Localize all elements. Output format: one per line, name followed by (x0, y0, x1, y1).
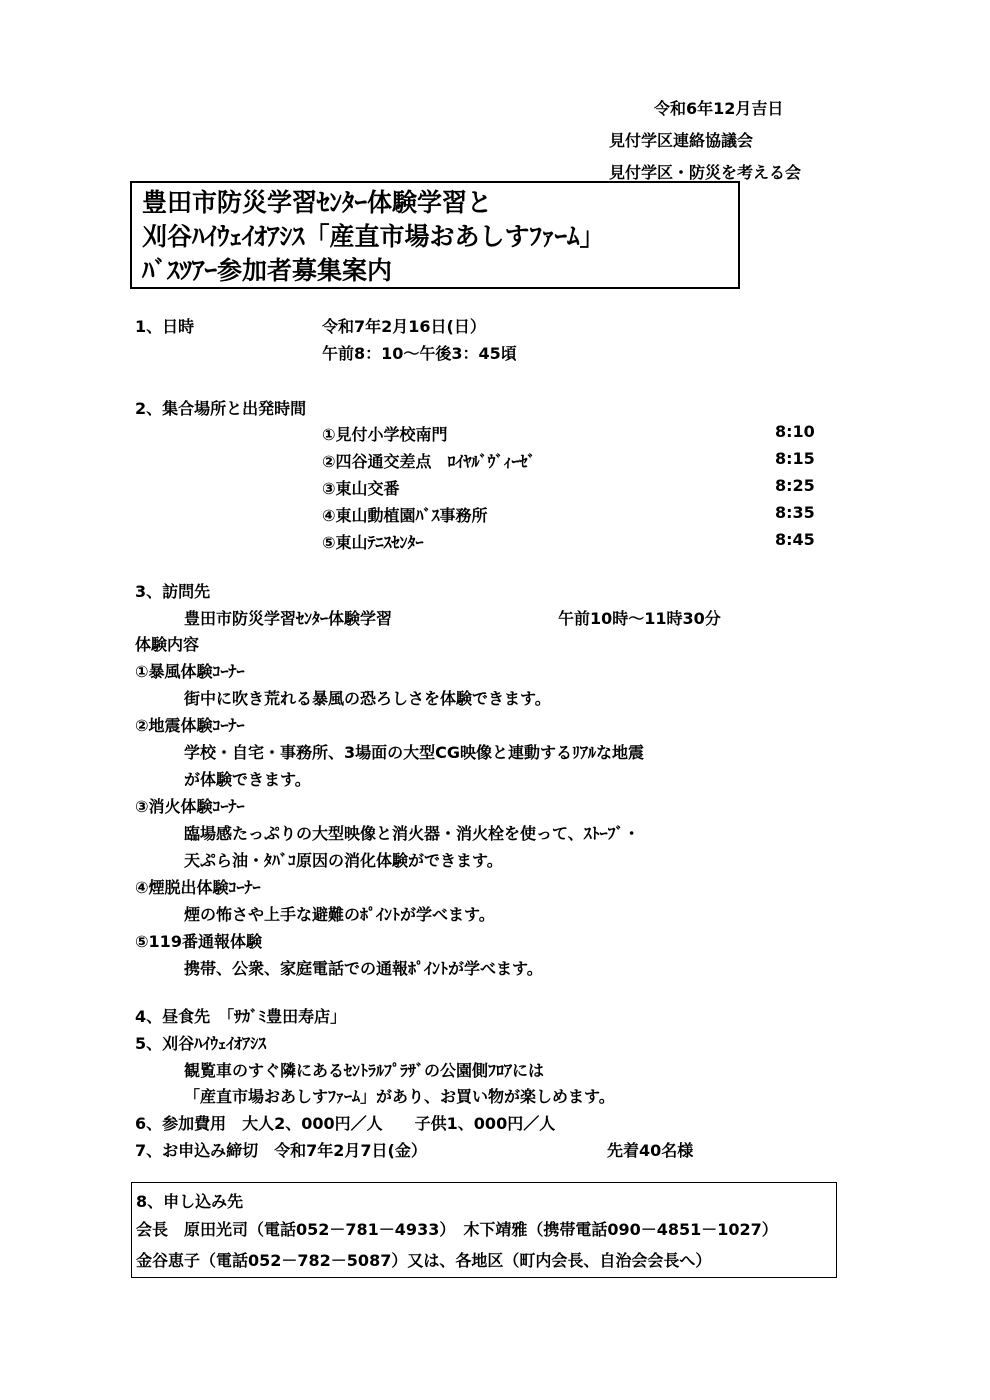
experience-desc: 天ぷら油・ﾀﾊﾞｺ原因の消化体験ができます。 (184, 851, 503, 870)
section5-desc: 「産直市場おあしすﾌｧｰﾑ」があり、お買い物が楽しめます。 (184, 1087, 615, 1106)
stop-time: 8:35 (775, 503, 815, 522)
venue-name: 豊田市防災学習ｾﾝﾀｰ体験学習 (184, 609, 393, 628)
capacity: 先着40名様 (607, 1141, 694, 1160)
organizer-2: 見付学区・防災を考える会 (609, 163, 802, 182)
stop-time: 8:10 (775, 422, 815, 441)
title-line-1: 豊田市防災学習ｾﾝﾀｰ体験学習と (142, 188, 493, 217)
section5-label: 5、刈谷ﾊｲｳｪｲｵｱｼｽ (135, 1034, 267, 1053)
contact-box (131, 1182, 837, 1278)
experience-desc: 学校・自宅・事務所、3場面の大型CG映像と連動するﾘｱﾙな地震 (184, 743, 645, 762)
stop-time: 8:15 (775, 449, 815, 468)
experience-desc: 煙の怖さや上手な避難のﾎﾟｲﾝﾄが学べます。 (184, 905, 495, 924)
stop-place: ②四谷通交差点 ﾛｲﾔﾙﾞｳﾞｨｰｾﾞ (322, 452, 536, 471)
stop-time: 8:25 (775, 476, 815, 495)
stop-place: ⑤東山ﾃﾆｽｾﾝﾀｰ (322, 533, 424, 552)
event-time: 午前8：10～午後3：45頃 (322, 344, 517, 363)
stop-place: ④東山動植園ﾊﾞｽ事務所 (322, 506, 488, 525)
section8-label: 8、申し込み先 (136, 1192, 244, 1211)
contact-line-2: 金谷恵子（電話052－782－5087）又は、各地区（町内会長、自治会会長へ） (136, 1251, 712, 1270)
section7-deadline: 7、お申込み締切 令和7年2月7日(金） (135, 1141, 427, 1160)
section2-label: 2、集合場所と出発時間 (135, 399, 307, 418)
contact-line-1: 会長 原田光司（電話052－781－4933） 木下靖雅（携帯電話090－4851－1027） (136, 1220, 778, 1239)
experience-title: ②地震体験ｺｰﾅｰ (135, 716, 245, 735)
stop-time: 8:45 (775, 530, 815, 549)
experience-label: 体験内容 (135, 635, 200, 654)
experience-desc: が体験できます。 (184, 770, 311, 789)
stop-place: ③東山交番 (322, 479, 400, 498)
title-line-2: 刈谷ﾊｲｳｪｲｵｱｼｽ「産直市場おあしすﾌｧｰﾑ」 (142, 222, 605, 251)
event-date: 令和7年2月16日(日） (322, 317, 486, 336)
experience-desc: 臨場感たっぷりの大型映像と消火器・消火栓を使って、ｽﾄｰﾌﾞ・ (184, 824, 640, 843)
experience-desc: 携帯、公衆、家庭電話での通報ﾎﾟｲﾝﾄが学べます。 (184, 959, 543, 978)
experience-title: ④煙脱出体験ｺｰﾅｰ (135, 878, 261, 897)
organizer-1: 見付学区連絡協議会 (609, 131, 754, 150)
section6-fee: 6、参加費用 大人2、000円／人 子供1、000円／人 (135, 1114, 556, 1133)
title-line-3: ﾊﾞｽﾂｱｰ参加者募集案内 (142, 256, 393, 285)
section1-label: 1、日時 (135, 317, 195, 336)
experience-title: ①暴風体験ｺｰﾅｰ (135, 662, 245, 681)
venue-time: 午前10時～11時30分 (558, 609, 721, 628)
experience-title: ③消火体験ｺｰﾅｰ (135, 797, 245, 816)
issue-date: 令和6年12月吉日 (654, 99, 784, 118)
title-box (130, 181, 740, 289)
experience-title: ⑤119番通報体験 (135, 932, 262, 951)
stop-place: ①見付小学校南門 (322, 425, 448, 444)
section4-lunch: 4、昼食先 「ｻｶﾞﾐ豊田寿店」 (135, 1007, 347, 1026)
experience-desc: 街中に吹き荒れる暴風の恐ろしさを体験できます。 (184, 689, 551, 708)
section5-desc: 観覧車のすぐ隣にあるｾﾝﾄﾗﾙﾌﾟﾗｻﾞの公園側ﾌﾛｱには (184, 1061, 545, 1080)
section3-label: 3、訪問先 (135, 582, 211, 601)
